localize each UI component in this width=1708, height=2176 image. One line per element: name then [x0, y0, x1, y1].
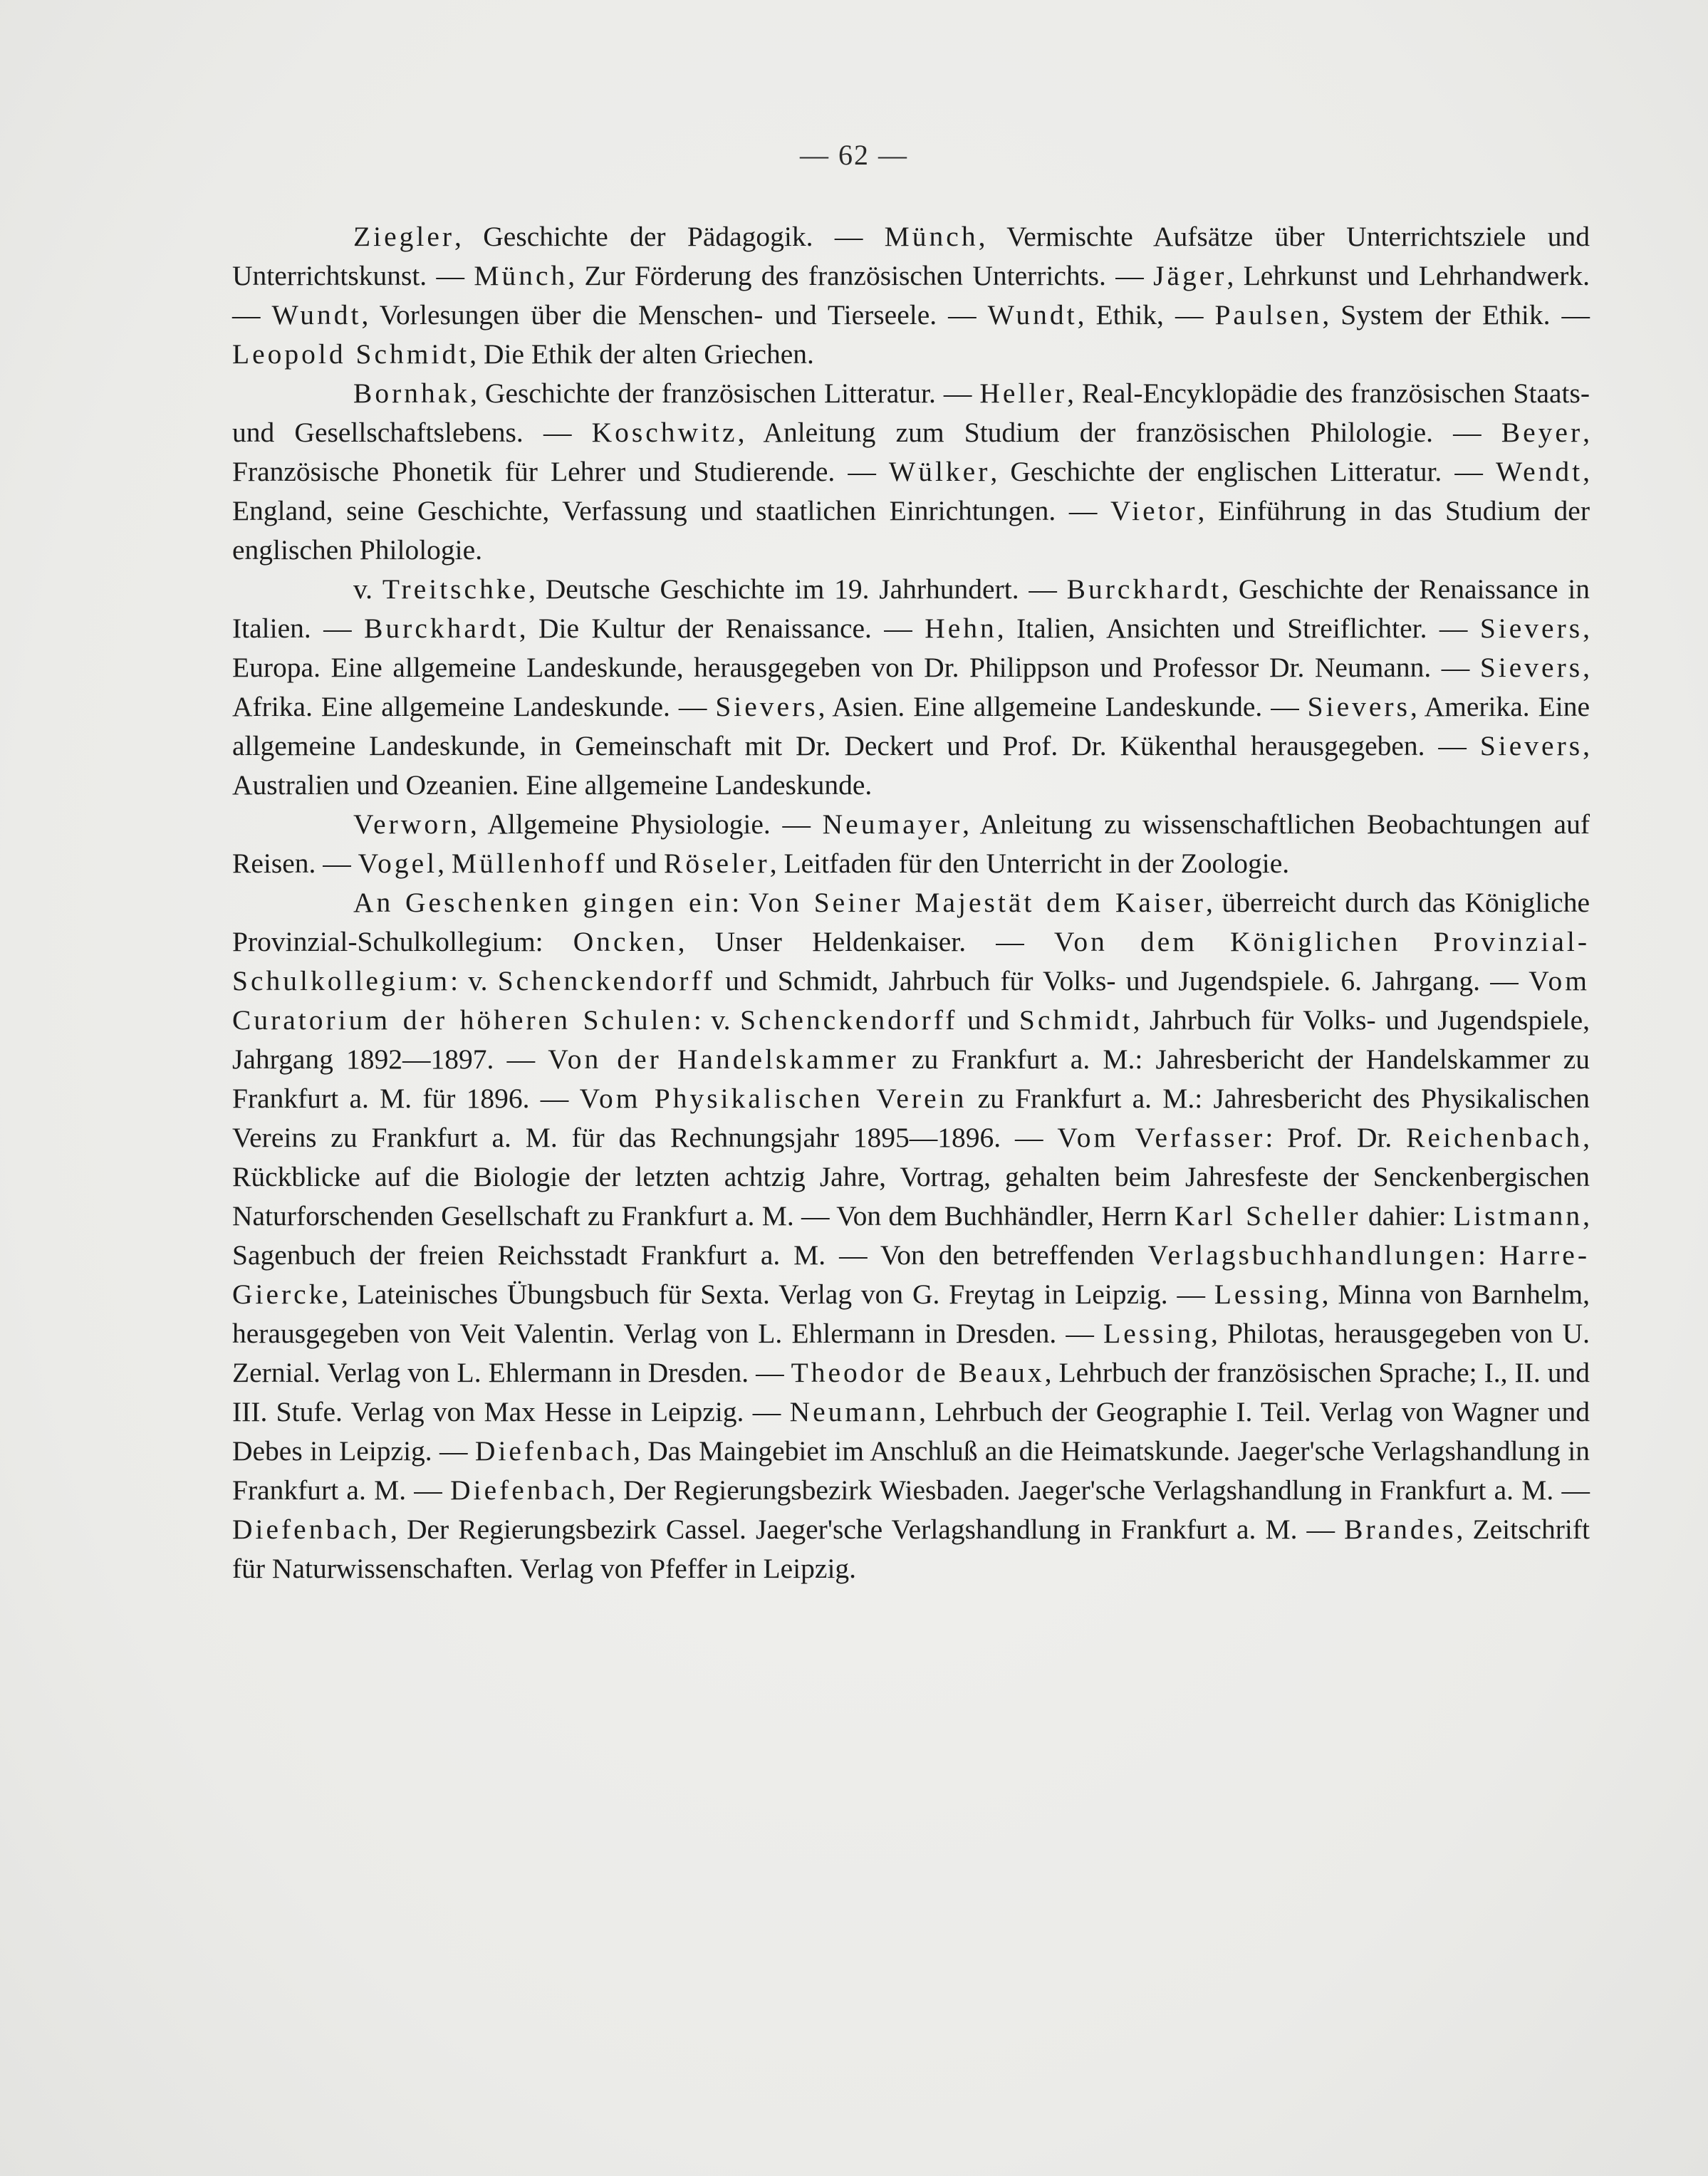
spaced-name: Verworn: [353, 808, 471, 840]
text-run: , Einführung in das Studium der englischen Philologie.: [232, 495, 1590, 566]
text-run: und Schmidt, Jahrbuch für Volks- und Jugendspiele. 6. Jahrgang. —: [715, 965, 1529, 996]
text-run: , Jahrbuch für Volks- und Jugendspiele, Jahrgang 1892—1897. —: [232, 1004, 1590, 1075]
paragraph-franzoesisch-englisch: [232, 374, 1590, 570]
text-run: , Italien, Ansichten und Streiflichter. —: [996, 613, 1480, 644]
spaced-name: Schenckendorff: [740, 1004, 958, 1036]
spaced-name: Lessing: [1214, 1279, 1322, 1310]
spaced-name: Neumayer: [822, 808, 963, 840]
spaced-name: Vom Verfasser: [1057, 1122, 1266, 1153]
text-run: : v.: [450, 965, 498, 996]
spaced-name: Verlagsbuchhandlungen: [1147, 1239, 1479, 1271]
text-run: , Anleitung zum Studium der französischen Philologie. —: [737, 417, 1501, 448]
spaced-name: Schenckendorff: [497, 965, 716, 996]
paragraph-geschenke: [232, 883, 1590, 1588]
text-run: , Amerika. Eine allgemeine Landeskunde, in Gemeinschaft mit Dr. Deckert und Prof. Dr. Kükenthal herausgegeben. —: [232, 691, 1590, 761]
paragraph-geschichte-geographie: [232, 570, 1590, 805]
spaced-name: Wülker: [888, 456, 991, 487]
text-run: , Die Ethik der alten Griechen.: [469, 338, 814, 370]
text-run: , Der Regierungsbezirk Cassel. Jaeger'sche Verlagshandlung in Frankfurt a. M. —: [390, 1514, 1345, 1545]
spaced-name: Oncken: [573, 926, 678, 957]
text-run: , Geschichte der Pädagogik. —: [454, 221, 885, 252]
text-run: zu Frankfurt a. M.: Jahresbericht der Handelskammer zu Frankfurt a. M. für 1896. —: [232, 1043, 1590, 1114]
spaced-name: Koschwitz: [591, 417, 738, 448]
text-run: , Die Kultur der Renaissance. —: [519, 613, 925, 644]
spaced-name: Theodor de Beaux: [791, 1357, 1045, 1388]
spaced-name: Paulsen: [1214, 299, 1323, 330]
spaced-name: Treitschke: [382, 573, 529, 605]
text-run: , Unser Heldenkaiser. —: [677, 926, 1054, 957]
spaced-name: Reichenbach: [1406, 1122, 1583, 1153]
spaced-name: Sievers: [1307, 691, 1410, 722]
spaced-name: Schmidt: [1019, 1004, 1133, 1036]
spaced-name: Burckhardt: [1066, 573, 1222, 605]
text-run: , Geschichte der französischen Litteratur. —: [470, 378, 980, 409]
text-run: , Zeitschrift für Naturwissenschaften. Verlag von Pfeffer in Leipzig.: [232, 1514, 1590, 1584]
spaced-name: Sievers: [715, 691, 818, 722]
text-run: , Real-Encyklopädie des französischen Staats- und Gesellschaftslebens. —: [232, 378, 1590, 448]
spaced-name: Von dem Königlichen Provinzial-Schulkollegium: [232, 926, 1590, 996]
text-run: , Philotas, herausgegeben von U. Zernial. Verlag von L. Ehlermann in Dresden. —: [232, 1318, 1590, 1388]
spaced-name: Vom Physikalischen Verein: [579, 1083, 967, 1114]
text-run: : v.: [693, 1004, 741, 1036]
text-run: , Zur Förderung des französischen Unterrichts. —: [568, 260, 1154, 291]
text-run: , Anleitung zu wissenschaftlichen Beobachtungen auf Reisen. —: [232, 808, 1590, 879]
spaced-name: Lessing: [1103, 1318, 1211, 1349]
text-run: dahier:: [1360, 1200, 1454, 1232]
spaced-name: Von der Handelskammer: [548, 1043, 899, 1075]
page-number: — 62 —: [800, 139, 908, 171]
spaced-name: Hehn: [925, 613, 997, 644]
text-run: , Rückblicke auf die Biologie der letzten achtzig Jahre, Vortrag, gehalten beim Jahresfeste der Senckenbergischen Naturforschenden Gesellschaft zu Frankfurt a. M. — Von dem Buchhändler, Herrn: [232, 1122, 1590, 1232]
text-run: , Asien. Eine allgemeine Landeskunde. —: [818, 691, 1308, 722]
spaced-name: Münch: [884, 221, 979, 252]
text-run: , Afrika. Eine allgemeine Landeskunde. —: [232, 652, 1590, 722]
text-run: und: [608, 848, 665, 879]
spaced-name: Listmann: [1453, 1200, 1583, 1232]
text-run: , Das Maingebiet im Anschluß an die Heimatskunde. Jaeger'sche Verlagshandlung in Frankfurt a. M. —: [232, 1435, 1590, 1506]
text-run: , Lehrkunst und Lehrhandwerk. —: [232, 260, 1590, 330]
paragraph-naturwissenschaft: [232, 805, 1590, 883]
spaced-name: Brandes: [1344, 1514, 1457, 1545]
text-run: , Der Regierungsbezirk Wiesbaden. Jaeger'sche Verlagshandlung in Frankfurt a. M. —: [608, 1474, 1590, 1506]
spaced-name: Ziegler: [353, 221, 455, 252]
text-run: , Französische Phonetik für Lehrer und Studierende. —: [232, 417, 1590, 487]
spaced-name: Sievers: [1479, 613, 1583, 644]
spaced-name: Vietor: [1110, 495, 1198, 526]
spaced-name: Vogel: [358, 848, 438, 879]
spaced-name: Wendt: [1495, 456, 1583, 487]
text-run: , Vorlesungen über die Menschen- und Tierseele. —: [361, 299, 988, 330]
spaced-name: Müllenhoff: [451, 848, 608, 879]
text-run: , Geschichte der englischen Litteratur. —: [990, 456, 1496, 487]
text-run: : Prof. Dr.: [1265, 1122, 1407, 1153]
spaced-name: Wundt: [987, 299, 1078, 330]
spaced-name: Beyer: [1501, 417, 1583, 448]
text-run: , Lehrbuch der Geographie I. Teil. Verlag von Wagner und Debes in Leipzig. —: [232, 1396, 1590, 1467]
text-run: :: [731, 887, 749, 918]
spaced-name: Jäger: [1153, 260, 1227, 291]
text-run: v.: [353, 573, 382, 605]
spaced-name: Sievers: [1479, 652, 1583, 683]
spaced-name: Neumann: [789, 1396, 920, 1427]
text-run: , Sagenbuch der freien Reichsstadt Frankfurt a. M. — Von den betreffenden: [232, 1200, 1590, 1271]
text-run: , Allgemeine Physiologie. —: [470, 808, 823, 840]
text-run: , Europa. Eine allgemeine Landeskunde, herausgegeben von Dr. Philippson und Professor Dr. Neumann. —: [232, 613, 1590, 683]
text-run: ,: [437, 848, 452, 879]
spaced-name: Röseler: [664, 848, 770, 879]
spaced-name: Heller: [979, 378, 1068, 409]
text-run: , System der Ethik. —: [1322, 299, 1590, 330]
spaced-name: Harre-Giercke: [232, 1239, 1590, 1310]
text-run: , Ethik, —: [1077, 299, 1215, 330]
text-run: , überreicht durch das Königliche Provinzial-Schulkollegium:: [232, 887, 1590, 957]
spaced-name: Burckhardt: [364, 613, 519, 644]
spaced-name: Bornhak: [353, 378, 471, 409]
spaced-name: Vom Curatorium der höheren Schulen: [232, 965, 1590, 1036]
spaced-name: Diefenbach: [450, 1474, 609, 1506]
body-text: [232, 217, 1590, 1588]
text-run: , Lateinisches Übungsbuch für Sexta. Verlag von G. Freytag in Leipzig. —: [341, 1279, 1214, 1310]
text-run: , Lehrbuch der französischen Sprache; I., II. und III. Stufe. Verlag von Max Hesse in Leipzig. —: [232, 1357, 1590, 1427]
text-run: , Leitfaden für den Unterricht in der Zoologie.: [769, 848, 1290, 879]
text-run: , Geschichte der Renaissance in Italien. —: [232, 573, 1590, 644]
text-run: , England, seine Geschichte, Verfassung und staatlichen Einrichtungen. —: [232, 456, 1590, 526]
paragraph-paedagogik: [232, 217, 1590, 374]
text-run: , Australien und Ozeanien. Eine allgemeine Landeskunde.: [232, 730, 1590, 801]
text-run: , Deutsche Geschichte im 19. Jahrhundert. —: [528, 573, 1067, 605]
text-run: :: [1478, 1239, 1499, 1271]
spaced-name: Sievers: [1479, 730, 1583, 761]
spaced-name: Diefenbach: [232, 1514, 391, 1545]
text-run: , Minna von Barnhelm, herausgegeben von Veit Valentin. Verlag von L. Ehlermann in Dresden. —: [232, 1279, 1590, 1349]
spaced-name: Karl Scheller: [1174, 1200, 1361, 1232]
text-run: , Vermischte Aufsätze über Unterrichtsziele und Unterrichtskunst. —: [232, 221, 1590, 291]
spaced-name: Münch: [474, 260, 568, 291]
spaced-name: Leopold Schmidt: [232, 338, 470, 370]
spaced-name: Von Seiner Majestät dem Kaiser: [749, 887, 1206, 918]
text-run: zu Frankfurt a. M.: Jahresbericht des Physikalischen Vereins zu Frankfurt a. M. für das Rechnungsjahr 1895—1896. —: [232, 1083, 1590, 1153]
spaced-name: An Geschenken gingen ein: [353, 887, 732, 918]
spaced-name: Diefenbach: [474, 1435, 633, 1467]
text-run: und: [957, 1004, 1019, 1036]
spaced-name: Wundt: [271, 299, 362, 330]
